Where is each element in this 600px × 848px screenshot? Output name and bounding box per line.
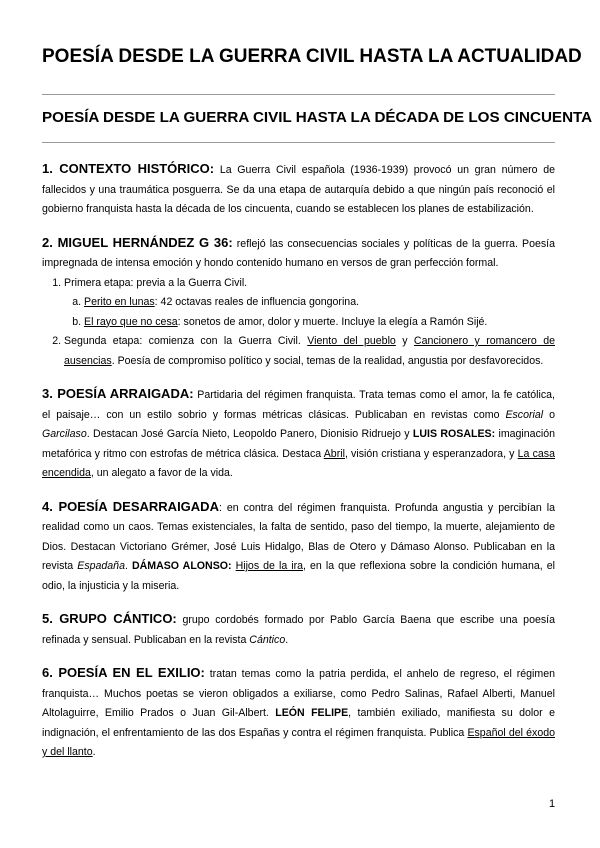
section-heading: 6. POESÍA EN EL EXILIO: [42, 665, 205, 680]
magazine-name: Escorial [505, 408, 544, 421]
section-text: imaginación metafórica y ritmo con estrofas de métrica clásica. Destaca [42, 428, 556, 460]
section-text: grupo cordobés formado por Pablo García Baena que escribe una poesía refinada y sensual. Publicaban en la revista [42, 614, 555, 646]
section-text: . [124, 560, 132, 572]
list-item [84, 293, 555, 313]
list-item-text: . Poesía de compromiso político y social, temas de la realidad, angustia por desfavorecidos. [111, 354, 544, 367]
work-title: La casa encendida [42, 447, 555, 479]
section-heading: 2. MIGUEL HERNÁNDEZ G 36: [42, 234, 233, 250]
section-text: , también exiliado, manifiesta su dolor e indignación, el enfrentamiento de las dos Españas y contra el régimen franquista. Publica [42, 707, 555, 739]
section-contexto [42, 159, 555, 220]
list-item-text: : 42 octavas reales de influencia gongorina. [154, 296, 360, 308]
section-text: La Guerra Civil española (1936-1939) provocó un gran número de fallecidos y una traumática posguerra. Se da una etapa de autarquía debido a que ningún país reconoció el gobierno franquista hasta la década de los cincuenta, cuando se establecen los planes de estabilización. [42, 164, 555, 215]
subtitle-divider [42, 142, 555, 143]
section-heading: 1. CONTEXTO HISTÓRICO: [42, 161, 215, 176]
section-subtitle: POESÍA DESDE LA GUERRA CIVIL HASTA LA DÉCADA DE LOS CINCUENTA [42, 109, 593, 126]
section-text: , en la que reflexiona sobre la condición humana, el odio, la injusticia y la miseria. [42, 560, 555, 592]
list-item-text: Segunda etapa: comienza con la Guerra Civil. [64, 335, 308, 347]
section-heading: 3. POESÍA ARRAIGADA: [42, 386, 194, 401]
author-name: LEÓN FELIPE [275, 707, 349, 719]
section-text: Partidaria del régimen franquista. Trata temas como el amor, la fe católica, el paisaje… con un estilo sobrio y formas métricas clásicas. Publicaban en revistas como [42, 389, 555, 421]
section-text: reflejó las consecuencias sociales y políticas de la guerra. Poesía impregnada de intensa emoción y hondo contenido humano en versos de gran perfección formal. [42, 237, 555, 269]
section-poesia-arraigada [42, 384, 555, 484]
section-text: . [285, 633, 289, 646]
work-title: Español del éxodo y del llanto [42, 726, 556, 758]
magazine-name: Garcilaso [42, 428, 87, 440]
work-title: Hijos de la ira [235, 560, 304, 572]
list-item [64, 332, 555, 371]
section-text: . [92, 746, 96, 758]
section-text: , visión cristiana y esperanzadora, y [344, 447, 518, 460]
section-poesia-desarraigada [42, 497, 555, 597]
work-title: Cancionero y romancero de ausencias [64, 335, 556, 367]
magazine-name: Espadaña [77, 560, 125, 572]
section-text: , un alegato a favor de la vida. [90, 467, 233, 479]
magazine-name: Cántico [249, 633, 286, 646]
sublist [64, 293, 555, 332]
list-item [84, 313, 555, 333]
section-poesia-exilio [42, 663, 555, 763]
list-item-text: y [395, 335, 414, 347]
work-title: Viento del pueblo [307, 335, 396, 347]
section-heading: 5. GRUPO CÁNTICO: [42, 611, 177, 626]
title-divider [42, 94, 555, 95]
section-miguel-hernandez [42, 233, 555, 372]
list-item [64, 274, 555, 333]
author-name: DÁMASO ALONSO: [131, 560, 232, 572]
document-body [42, 159, 555, 776]
list-item-text: : sonetos de amor, dolor y muerte. Incluye la elegía a Ramón Sijé. [177, 315, 488, 328]
section-text: . Destacan José García Nieto, Leopoldo Panero, Dionisio Ridruejo y [86, 428, 413, 440]
work-title: El rayo que no cesa [84, 315, 178, 328]
work-title: Abril [323, 447, 345, 460]
stages-list [42, 274, 555, 372]
page-number: 1 [549, 798, 556, 810]
page-title: POESÍA DESDE LA GUERRA CIVIL HASTA LA ACTUALIDAD [42, 46, 582, 67]
author-name: LUIS ROSALES: [412, 428, 496, 440]
section-text: : en contra del régimen franquista. Profunda angustia y percibían la realidad como un caos. Temas existenciales, la falta de sentido, paso del tiempo, la muerte, alejamiento de Dios. Destacan Victoriano Grémer, José Luis Hidalgo, Blas de Otero y Dámaso Alonso. Publicaban en la revista [42, 501, 555, 572]
section-grupo-cantico [42, 609, 555, 650]
list-item-text: Primera etapa: previa a la Guerra Civil. [64, 276, 248, 289]
section-text: tratan temas como la patria perdida, el anhelo de regreso, el régimen franquista… Muchos poetas se vieron obligados a exiliarse, como Pedro Salinas, Rafael Alberti, Manuel Altolaguirre, Emilio Prados o Juan Gil-Albert. [42, 668, 555, 719]
section-text: o [543, 408, 555, 421]
section-heading: 4. POESÍA DESARRAIGADA [42, 498, 219, 514]
work-title: Perito en lunas [84, 296, 155, 308]
